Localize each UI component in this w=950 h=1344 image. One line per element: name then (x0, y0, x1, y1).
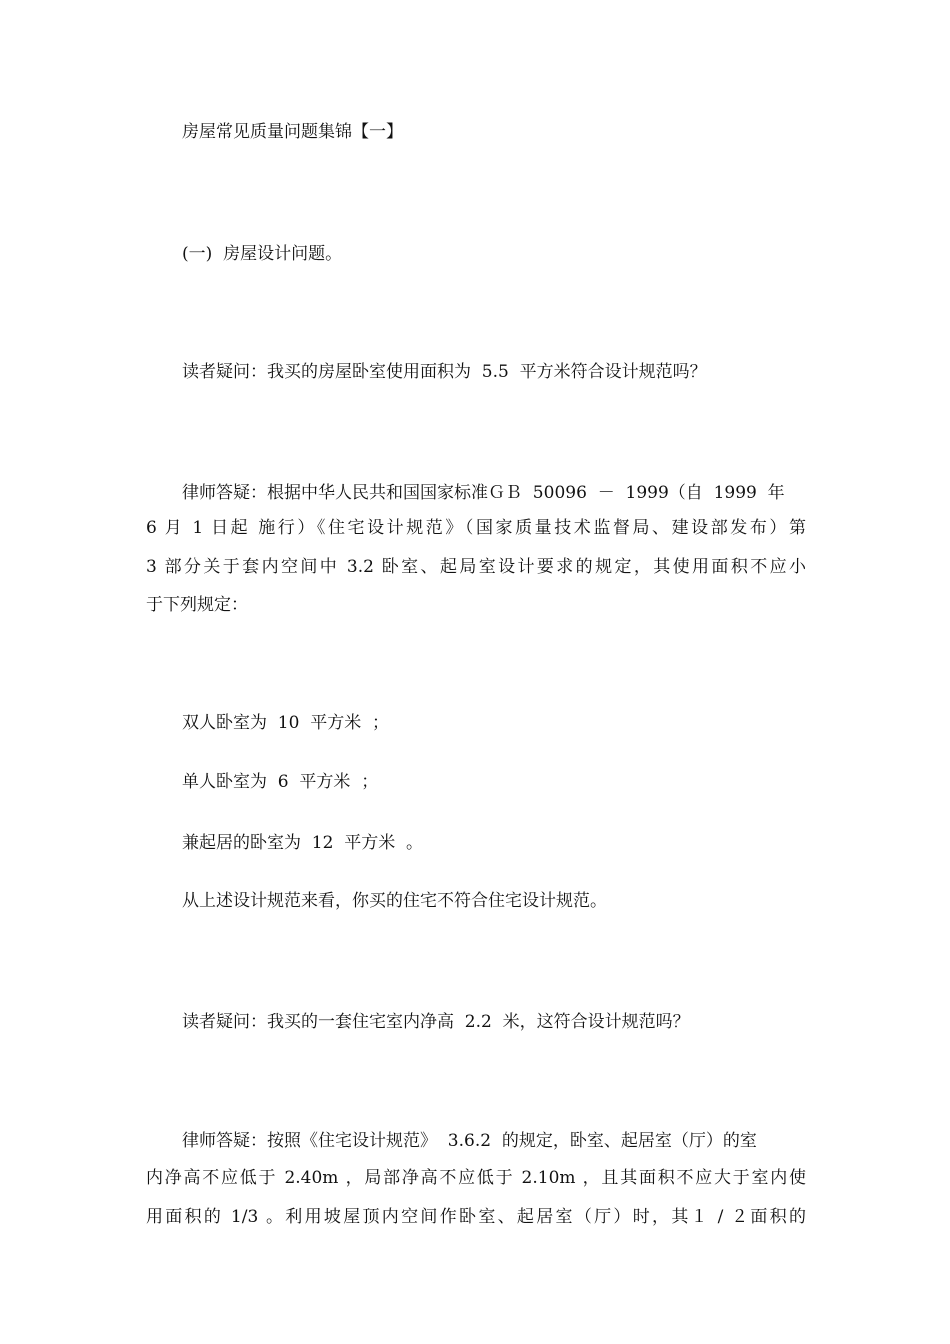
rule-living-bedroom: 兼起居的卧室为 12 平方米 。 (182, 833, 424, 853)
lawyer-answer-1-line-1: 律师答疑：根据中华人民共和国国家标准ＧＢ 50096 － 1999（自 1999 年 (182, 483, 785, 503)
rule-single-bedroom: 单人卧室为 6 平方米 ； (182, 772, 379, 792)
lawyer-answer-1-line-2: 6 月 1 日起 施行）《住宅设计规范》（国家质量技术监督局、建设部发布）第 (146, 518, 806, 538)
lawyer-answer-1-line-3: 3 部分关于套内空间中 3.2 卧室、起局室设计要求的规定，其使用面积不应小 (146, 557, 806, 577)
lawyer-answer-2-line-3: 用面积的 1/3 。利用坡屋顶内空间作卧室、起居室（厅）时，其１ / ２面积的 (146, 1207, 806, 1227)
reader-question-1: 读者疑问：我买的房屋卧室使用面积为 5.5 平方米符合设计规范吗？ (182, 362, 707, 382)
lawyer-answer-2-line-1: 律师答疑：按照《住宅设计规范》 3.6.2 的规定，卧室、起居室（厅）的室 (182, 1131, 757, 1151)
conclusion-text: 从上述设计规范来看，你买的住宅不符合住宅设计规范。 (182, 891, 607, 911)
reader-question-2: 读者疑问：我买的一套住宅室内净高 2.2 米，这符合设计规范吗？ (182, 1012, 690, 1032)
rule-double-bedroom: 双人卧室为 10 平方米 ； (182, 713, 390, 733)
lawyer-answer-1-line-4: 于下列规定： (146, 595, 248, 615)
lawyer-answer-2-line-2: 内净高不应低于 2.40m ，局部净高不应低于 2.10m ，且其面积不应大于室内使 (146, 1168, 806, 1188)
document-title: 房屋常见质量问题集锦【一】 (182, 122, 403, 142)
section-heading: (一) 房屋设计问题。 (182, 244, 343, 264)
